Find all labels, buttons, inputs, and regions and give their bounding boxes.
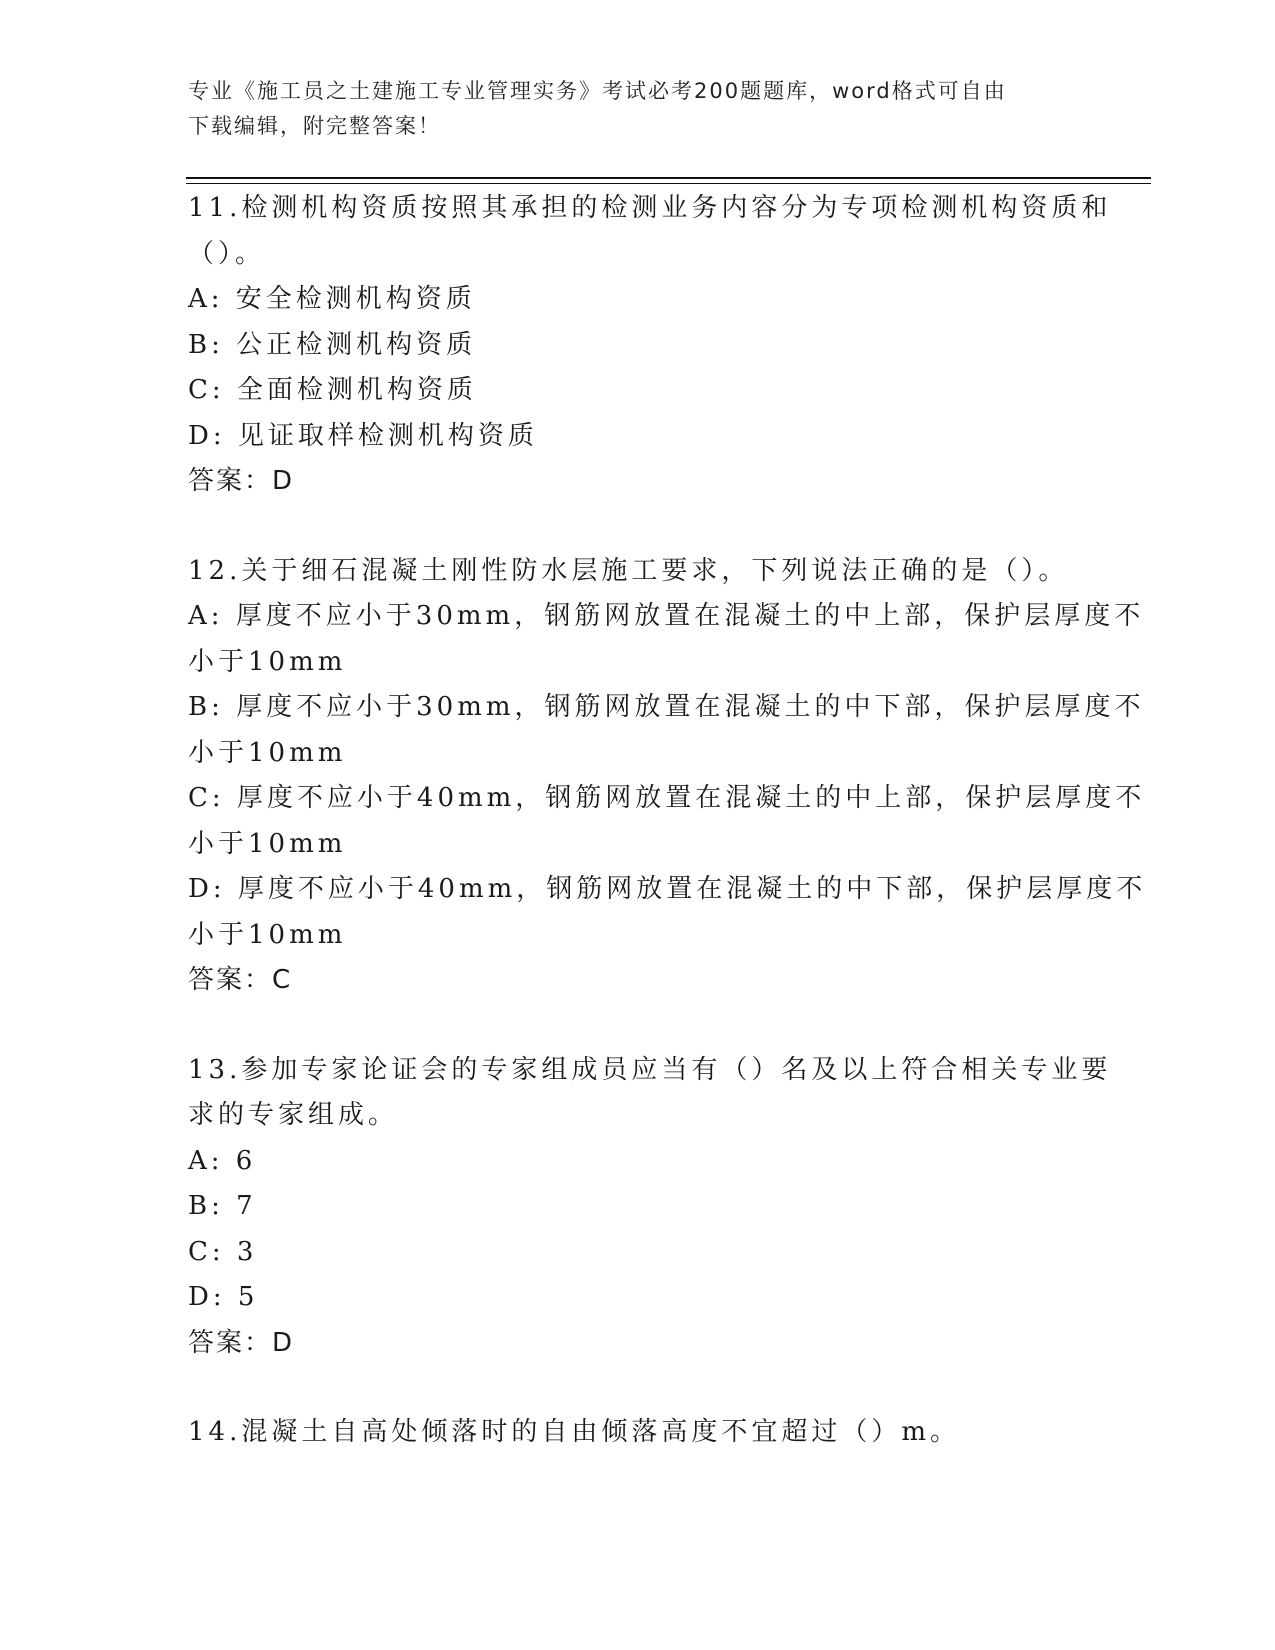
option-b: B: 7 — [188, 1191, 257, 1221]
header-divider-thin — [186, 183, 1151, 184]
question-list — [188, 186, 1147, 1456]
question-spacer — [188, 505, 1088, 549]
option-d-continued: 小于10mm — [188, 919, 347, 950]
option-c: C: 3 — [188, 1236, 258, 1267]
option-a: A: 6 — [188, 1145, 257, 1176]
question-stem-line: （）。 — [188, 238, 266, 269]
option-d: D: 5 — [188, 1282, 259, 1312]
header-line-2: 下载编辑，附完整答案！ — [188, 114, 441, 138]
answer-line: 答案：D — [188, 1327, 295, 1358]
question-spacer — [188, 1366, 1088, 1410]
question-spacer — [188, 1004, 1088, 1048]
option-b: B: 公正检测机构资质 — [188, 329, 477, 360]
document-header — [188, 74, 1068, 144]
question-11 — [188, 186, 1112, 505]
option-d: D: 厚度不应小于40mm，钢筋网放置在混凝土的中下部，保护层厚度不 — [188, 874, 1147, 904]
option-b-continued: 小于10mm — [188, 737, 347, 768]
option-a: A: 安全检测机构资质 — [188, 284, 476, 314]
question-12 — [188, 549, 1147, 1004]
option-a: A: 厚度不应小于30mm，钢筋网放置在混凝土的中上部，保护层厚度不 — [188, 601, 1145, 631]
question-stem-line: 12.关于细石混凝土刚性防水层施工要求，下列说法正确的是（）。 — [188, 555, 1069, 586]
header-divider-thick — [186, 177, 1151, 179]
option-c-continued: 小于10mm — [188, 828, 347, 859]
option-b: B: 厚度不应小于30mm，钢筋网放置在混凝土的中下部，保护层厚度不 — [188, 692, 1145, 722]
question-14 — [188, 1410, 1088, 1456]
option-d: D: 见证取样检测机构资质 — [188, 420, 538, 451]
answer-line: 答案：D — [188, 466, 295, 496]
option-c: C: 厚度不应小于40mm，钢筋网放置在混凝土的中上部，保护层厚度不 — [188, 783, 1146, 813]
header-line-1: 专业《施工员之土建施工专业管理实务》考试必考200题题库，word格式可自由 — [188, 79, 1007, 103]
question-stem-line: 求的专家组成。 — [188, 1100, 399, 1130]
question-stem-line: 13.参加专家论证会的专家组成员应当有（）名及以上符合相关专业要 — [188, 1054, 1112, 1085]
option-c: C: 全面检测机构资质 — [188, 375, 477, 405]
question-stem-line: 11.检测机构资质按照其承担的检测业务内容分为专项检测机构资质和 — [188, 193, 1112, 223]
question-13 — [188, 1048, 1112, 1367]
answer-line: 答案：C — [188, 965, 293, 995]
question-stem-line: 14.混凝土自高处倾落时的自由倾落高度不宜超过（）m。 — [188, 1417, 961, 1447]
option-a-continued: 小于10mm — [188, 646, 347, 677]
